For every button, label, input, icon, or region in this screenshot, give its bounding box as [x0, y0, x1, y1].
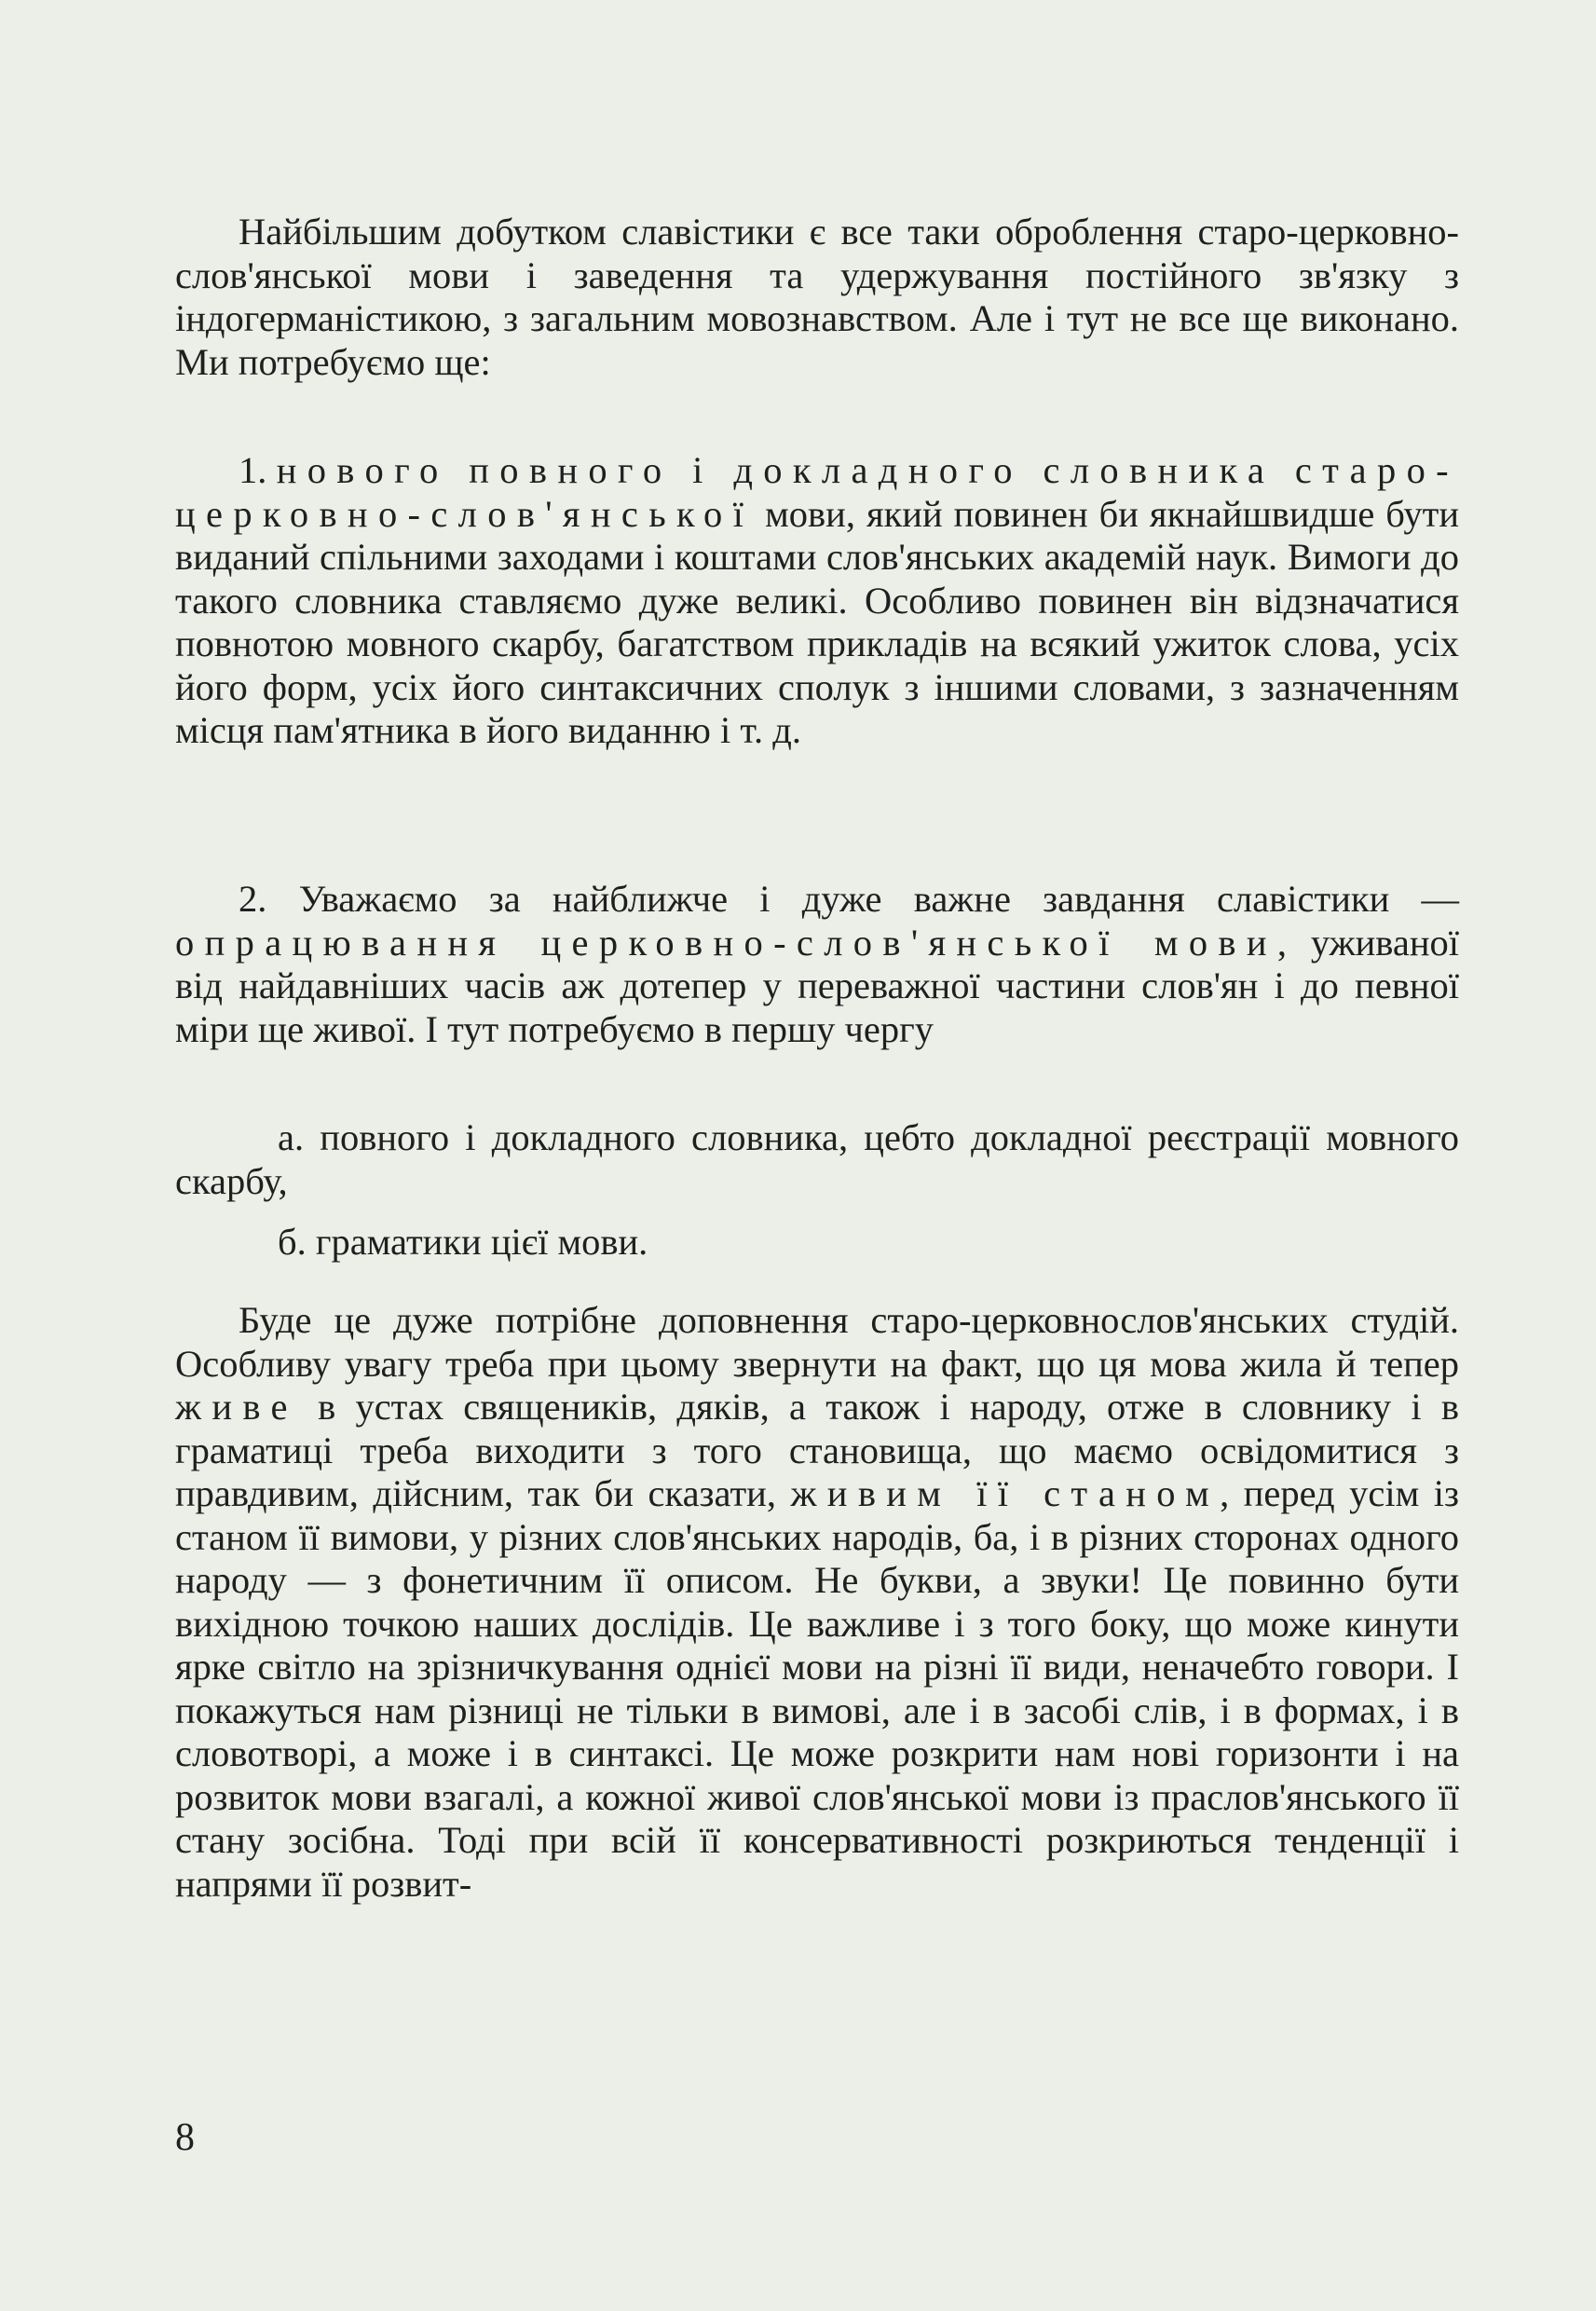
list-item-2: [175, 878, 1459, 1051]
paragraph-main-part-3: , перед усім із станом її вимови, у різних слов'янських народів, ба, і в різних сторонах одного народу — з фонетичним її описом. Не букви, а звуки! Це повинно бути вихідною точкою наших дослідів. Це важливе і з того боку, що може кинути ярке світло на зрізничкування однієї мови на різні її види, неначебто говори. І покажуться нам різниці не тільки в вимові, але і в засобі слів, і в формах, і в словотворі, а може і в синтаксі. Це може розкрити нам нові горизонти і на розвиток мови взагалі, а кожної живої слов'янської мови із праслов'янського її стану зосібна. Тоді при всій її консервативності розкриються тенденції і напрями її розвит-: [175, 1472, 1459, 1905]
list-item-2-text: [175, 878, 1459, 1051]
list-item-2-lead: 2. Уважаємо за найближче і дуже важне завдання славістики —: [239, 878, 1459, 920]
paragraph-intro: [175, 211, 1459, 384]
sub-item-a-text: а. повного і докладного словника, цебто докладної реєстрації мовного скарбу,: [175, 1116, 1459, 1202]
sub-item-b: [175, 1221, 1459, 1265]
paragraph-intro-text: Найбільшим добутком славістики є все таки оброблення старо-церковно-слов'янської мови і заведення та удержування постійного зв'язку з індогерманістикою, з загальним мовознавством. Але і тут не все ще виконано. Ми потребуємо ще:: [175, 211, 1459, 383]
paragraph-main-part-1: Буде це дуже потрібне доповнення старо-церковнослов'янських студій. Особливу увагу треба при цьому звернути на факт, що ця мова жила й тепер: [175, 1299, 1459, 1385]
paragraph-main: [175, 1299, 1459, 1906]
list-item-1-text: [175, 449, 1459, 753]
list-item-1: [175, 449, 1459, 753]
paragraph-main-emphasis-2: живим її станом: [790, 1472, 1221, 1514]
list-item-2-emphasis: опрацювання церковно-слов'янської мови: [175, 921, 1277, 964]
paragraph-main-text: [175, 1299, 1459, 1906]
paragraph-main-part-2: в устах священиків, дяків, а також і народу, отже в словнику і в граматиці треба виходити з того становища, що маємо освідомитися з правдивим, дійсним, так би сказати,: [175, 1386, 1459, 1514]
list-item-1-emphasis: нового повного і докладного словника старо-церковно-слов'янської: [175, 449, 1459, 535]
list-item-2-rest: , уживаної від найдавніших часів аж дотепер у переважної частини слов'ян і до певної міри ще живої. І тут потребуємо в першу чергу: [175, 921, 1459, 1050]
sub-item-b-text: б. граматики цієї мови.: [278, 1221, 648, 1263]
sub-item-a: [175, 1116, 1459, 1203]
list-item-1-lead: 1.: [239, 449, 277, 491]
page-number: 8: [175, 2116, 195, 2159]
list-item-1-rest: мови, який повинен би якнайшвидше бути виданий спільними заходами і коштами слов'янських академій наук. Вимоги до такого словника ставляємо дуже великі. Особливо повинен він відзначатися повнотою мовного скарбу, багатством прикладів на всякий ужиток слова, усіх його форм, усіх його синтаксичних сполук з іншими словами, з зазначенням місця пам'ятника в його виданню і т. д.: [175, 492, 1459, 751]
paragraph-main-emphasis-1: живе: [175, 1386, 298, 1428]
